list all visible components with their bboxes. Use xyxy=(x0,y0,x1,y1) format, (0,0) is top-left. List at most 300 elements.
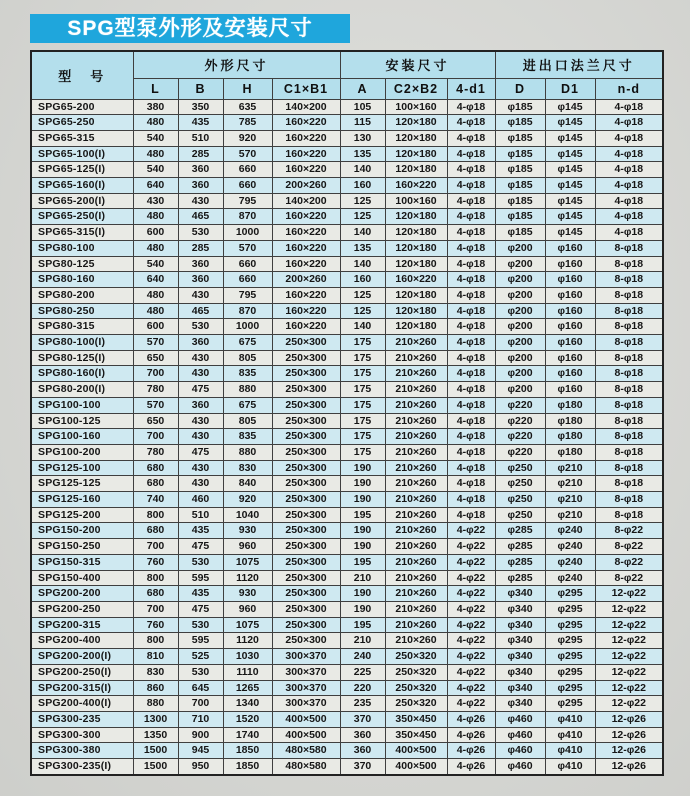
table-body xyxy=(31,99,663,775)
value-cell: 8-φ18 xyxy=(595,444,663,460)
table-row xyxy=(31,680,663,696)
value-cell: φ295 xyxy=(545,696,595,712)
value-cell: 210×260 xyxy=(385,539,447,555)
value-cell: φ160 xyxy=(545,382,595,398)
model-cell: SPG125-200 xyxy=(31,507,133,523)
value-cell: 210 xyxy=(340,570,385,586)
value-cell: 1340 xyxy=(223,696,272,712)
table-row xyxy=(31,444,663,460)
value-cell: 4-φ18 xyxy=(447,444,495,460)
model-cell: SPG80-125 xyxy=(31,256,133,272)
value-cell: 360 xyxy=(178,256,223,272)
table-row xyxy=(31,649,663,665)
value-cell: φ160 xyxy=(545,287,595,303)
value-cell: 525 xyxy=(178,649,223,665)
model-cell: SPG65-200(I) xyxy=(31,193,133,209)
value-cell: 210×260 xyxy=(385,586,447,602)
value-cell: 300×370 xyxy=(272,680,340,696)
value-cell: 250×320 xyxy=(385,649,447,665)
value-cell: φ185 xyxy=(495,99,545,115)
value-cell: 1850 xyxy=(223,759,272,775)
value-cell: 475 xyxy=(178,602,223,618)
value-cell: 4-φ18 xyxy=(447,287,495,303)
value-cell: 135 xyxy=(340,146,385,162)
table-row xyxy=(31,240,663,256)
value-cell: φ460 xyxy=(495,727,545,743)
value-cell: 1120 xyxy=(223,570,272,586)
value-cell: 805 xyxy=(223,413,272,429)
value-cell: 250×300 xyxy=(272,382,340,398)
value-cell: 960 xyxy=(223,539,272,555)
value-cell: 4-φ18 xyxy=(447,99,495,115)
col-header-4-d1: 4-d1 xyxy=(447,78,495,99)
value-cell: 540 xyxy=(133,256,178,272)
table-header xyxy=(31,51,663,99)
value-cell: φ240 xyxy=(545,539,595,555)
value-cell: 4-φ18 xyxy=(447,162,495,178)
value-cell: 640 xyxy=(133,272,178,288)
value-cell: 210×260 xyxy=(385,382,447,398)
value-cell: 8-φ18 xyxy=(595,397,663,413)
value-cell: 660 xyxy=(223,162,272,178)
value-cell: 160×220 xyxy=(272,209,340,225)
model-cell: SPG150-250 xyxy=(31,539,133,555)
value-cell: 540 xyxy=(133,130,178,146)
value-cell: 12-φ22 xyxy=(595,649,663,665)
value-cell: 120×180 xyxy=(385,209,447,225)
value-cell: 285 xyxy=(178,146,223,162)
value-cell: 120×180 xyxy=(385,146,447,162)
value-cell: φ200 xyxy=(495,319,545,335)
value-cell: 880 xyxy=(223,382,272,398)
value-cell: 140 xyxy=(340,256,385,272)
model-cell: SPG100-160 xyxy=(31,429,133,445)
value-cell: 4-φ18 xyxy=(447,429,495,445)
value-cell: 12-φ22 xyxy=(595,696,663,712)
value-cell: 125 xyxy=(340,303,385,319)
value-cell: 370 xyxy=(340,711,385,727)
model-cell: SPG300-380 xyxy=(31,743,133,759)
value-cell: 200×260 xyxy=(272,272,340,288)
model-cell: SPG200-400(I) xyxy=(31,696,133,712)
model-cell: SPG150-200 xyxy=(31,523,133,539)
value-cell: 250×300 xyxy=(272,429,340,445)
value-cell: 1350 xyxy=(133,727,178,743)
value-cell: 160×220 xyxy=(272,146,340,162)
value-cell: 120×180 xyxy=(385,162,447,178)
table-row xyxy=(31,586,663,602)
value-cell: 12-φ22 xyxy=(595,664,663,680)
title-bar xyxy=(30,14,350,43)
value-cell: 460 xyxy=(178,492,223,508)
page-title: SPG型泵外形及安装尺寸 xyxy=(67,17,313,40)
value-cell: 480×580 xyxy=(272,759,340,775)
table-row xyxy=(31,460,663,476)
value-cell: 175 xyxy=(340,429,385,445)
table-row xyxy=(31,507,663,523)
value-cell: 8-φ18 xyxy=(595,476,663,492)
value-cell: 835 xyxy=(223,429,272,445)
value-cell: 4-φ18 xyxy=(447,507,495,523)
table-row xyxy=(31,350,663,366)
value-cell: 12-φ22 xyxy=(595,680,663,696)
value-cell: 125 xyxy=(340,209,385,225)
value-cell: 250×320 xyxy=(385,696,447,712)
value-cell: 8-φ22 xyxy=(595,523,663,539)
value-cell: φ200 xyxy=(495,303,545,319)
col-header-B: B xyxy=(178,78,223,99)
value-cell: 175 xyxy=(340,335,385,351)
value-cell: 1500 xyxy=(133,743,178,759)
value-cell: 1850 xyxy=(223,743,272,759)
value-cell: 430 xyxy=(178,287,223,303)
value-cell: 570 xyxy=(133,335,178,351)
value-cell: 400×500 xyxy=(272,727,340,743)
value-cell: 210×260 xyxy=(385,507,447,523)
value-cell: 645 xyxy=(178,680,223,696)
value-cell: 475 xyxy=(178,539,223,555)
value-cell: 4-φ18 xyxy=(447,146,495,162)
value-cell: 210 xyxy=(340,633,385,649)
value-cell: 675 xyxy=(223,335,272,351)
value-cell: 200×260 xyxy=(272,178,340,194)
value-cell: 250×300 xyxy=(272,460,340,476)
value-cell: φ145 xyxy=(545,146,595,162)
value-cell: 595 xyxy=(178,570,223,586)
value-cell: 125 xyxy=(340,193,385,209)
value-cell: φ185 xyxy=(495,162,545,178)
table-row xyxy=(31,727,663,743)
value-cell: 250×300 xyxy=(272,570,340,586)
value-cell: φ145 xyxy=(545,162,595,178)
value-cell: 350×450 xyxy=(385,711,447,727)
value-cell: 1520 xyxy=(223,711,272,727)
value-cell: 4-φ22 xyxy=(447,696,495,712)
value-cell: 4-φ18 xyxy=(447,413,495,429)
value-cell: 195 xyxy=(340,617,385,633)
value-cell: 435 xyxy=(178,115,223,131)
table-row xyxy=(31,492,663,508)
value-cell: 1500 xyxy=(133,759,178,775)
value-cell: φ340 xyxy=(495,617,545,633)
value-cell: φ200 xyxy=(495,382,545,398)
model-cell: SPG200-315(I) xyxy=(31,680,133,696)
value-cell: 360 xyxy=(178,178,223,194)
table-row xyxy=(31,162,663,178)
table-row xyxy=(31,146,663,162)
value-cell: 4-φ26 xyxy=(447,727,495,743)
table-row xyxy=(31,759,663,775)
value-cell: 950 xyxy=(178,759,223,775)
value-cell: 4-φ18 xyxy=(595,162,663,178)
col-header-C2xB2: C2×B2 xyxy=(385,78,447,99)
value-cell: φ220 xyxy=(495,429,545,445)
value-cell: φ340 xyxy=(495,680,545,696)
value-cell: 8-φ18 xyxy=(595,350,663,366)
value-cell: 4-φ18 xyxy=(447,460,495,476)
value-cell: φ180 xyxy=(545,444,595,460)
model-cell: SPG200-315 xyxy=(31,617,133,633)
value-cell: 120×180 xyxy=(385,240,447,256)
table-row xyxy=(31,602,663,618)
value-cell: 160×220 xyxy=(272,319,340,335)
value-cell: 4-φ22 xyxy=(447,680,495,696)
value-cell: 8-φ18 xyxy=(595,335,663,351)
value-cell: 210×260 xyxy=(385,444,447,460)
table-row xyxy=(31,256,663,272)
pump-dimensions-table xyxy=(30,50,664,776)
model-cell: SPG100-200 xyxy=(31,444,133,460)
value-cell: φ240 xyxy=(545,554,595,570)
value-cell: 8-φ18 xyxy=(595,413,663,429)
value-cell: 480 xyxy=(133,303,178,319)
value-cell: 130 xyxy=(340,130,385,146)
value-cell: 4-φ26 xyxy=(447,711,495,727)
value-cell: 740 xyxy=(133,492,178,508)
value-cell: 120×180 xyxy=(385,287,447,303)
model-cell: SPG150-315 xyxy=(31,554,133,570)
value-cell: φ145 xyxy=(545,99,595,115)
value-cell: φ295 xyxy=(545,680,595,696)
value-cell: 435 xyxy=(178,586,223,602)
value-cell: φ340 xyxy=(495,664,545,680)
model-cell: SPG125-100 xyxy=(31,460,133,476)
model-cell: SPG80-160 xyxy=(31,272,133,288)
value-cell: 210×260 xyxy=(385,429,447,445)
value-cell: 225 xyxy=(340,664,385,680)
value-cell: φ200 xyxy=(495,350,545,366)
value-cell: 480×580 xyxy=(272,743,340,759)
value-cell: 4-φ18 xyxy=(447,319,495,335)
model-cell: SPG200-200(I) xyxy=(31,649,133,665)
value-cell: 8-φ22 xyxy=(595,539,663,555)
value-cell: 250×300 xyxy=(272,335,340,351)
value-cell: 4-φ18 xyxy=(447,397,495,413)
value-cell: 120×180 xyxy=(385,130,447,146)
value-cell: φ200 xyxy=(495,335,545,351)
value-cell: 300×370 xyxy=(272,664,340,680)
value-cell: 430 xyxy=(133,193,178,209)
model-cell: SPG65-315 xyxy=(31,130,133,146)
value-cell: 8-φ22 xyxy=(595,570,663,586)
value-cell: φ160 xyxy=(545,240,595,256)
value-cell: 175 xyxy=(340,397,385,413)
value-cell: 785 xyxy=(223,115,272,131)
value-cell: 175 xyxy=(340,350,385,366)
model-cell: SPG80-200(I) xyxy=(31,382,133,398)
value-cell: 195 xyxy=(340,507,385,523)
value-cell: 840 xyxy=(223,476,272,492)
table-row xyxy=(31,272,663,288)
value-cell: 12-φ22 xyxy=(595,602,663,618)
value-cell: φ340 xyxy=(495,586,545,602)
model-cell: SPG200-250(I) xyxy=(31,664,133,680)
value-cell: 4-φ18 xyxy=(595,99,663,115)
value-cell: 210×260 xyxy=(385,570,447,586)
table-row xyxy=(31,413,663,429)
value-cell: 780 xyxy=(133,444,178,460)
value-cell: 570 xyxy=(223,146,272,162)
value-cell: 360 xyxy=(178,272,223,288)
value-cell: 700 xyxy=(133,539,178,555)
value-cell: 4-φ18 xyxy=(447,272,495,288)
value-cell: φ180 xyxy=(545,397,595,413)
value-cell: φ285 xyxy=(495,554,545,570)
value-cell: 400×500 xyxy=(385,759,447,775)
value-cell: φ340 xyxy=(495,696,545,712)
value-cell: φ460 xyxy=(495,743,545,759)
value-cell: φ185 xyxy=(495,193,545,209)
value-cell: 350 xyxy=(178,99,223,115)
value-cell: 4-φ22 xyxy=(447,586,495,602)
value-cell: 435 xyxy=(178,523,223,539)
value-cell: 140 xyxy=(340,162,385,178)
model-cell: SPG125-125 xyxy=(31,476,133,492)
table-row xyxy=(31,303,663,319)
value-cell: 4-φ22 xyxy=(447,633,495,649)
value-cell: φ160 xyxy=(545,350,595,366)
value-cell: 1110 xyxy=(223,664,272,680)
value-cell: φ185 xyxy=(495,225,545,241)
value-cell: 870 xyxy=(223,303,272,319)
table-row xyxy=(31,617,663,633)
model-cell: SPG65-100(I) xyxy=(31,146,133,162)
value-cell: 4-φ22 xyxy=(447,617,495,633)
value-cell: 125 xyxy=(340,287,385,303)
value-cell: φ160 xyxy=(545,303,595,319)
value-cell: 465 xyxy=(178,303,223,319)
value-cell: 380 xyxy=(133,99,178,115)
value-cell: 4-φ18 xyxy=(447,178,495,194)
value-cell: 945 xyxy=(178,743,223,759)
value-cell: 190 xyxy=(340,523,385,539)
value-cell: φ295 xyxy=(545,649,595,665)
value-cell: 175 xyxy=(340,366,385,382)
value-cell: 650 xyxy=(133,413,178,429)
value-cell: 4-φ18 xyxy=(447,492,495,508)
value-cell: 530 xyxy=(178,319,223,335)
value-cell: 4-φ18 xyxy=(447,366,495,382)
value-cell: φ220 xyxy=(495,397,545,413)
value-cell: φ185 xyxy=(495,130,545,146)
value-cell: 430 xyxy=(178,366,223,382)
value-cell: φ250 xyxy=(495,507,545,523)
value-cell: 4-φ22 xyxy=(447,649,495,665)
value-cell: 700 xyxy=(133,429,178,445)
table-row xyxy=(31,539,663,555)
table-row xyxy=(31,696,663,712)
value-cell: φ295 xyxy=(545,633,595,649)
value-cell: 530 xyxy=(178,225,223,241)
value-cell: 4-φ18 xyxy=(595,209,663,225)
value-cell: φ410 xyxy=(545,711,595,727)
value-cell: 250×300 xyxy=(272,492,340,508)
value-cell: φ200 xyxy=(495,366,545,382)
value-cell: 480 xyxy=(133,146,178,162)
value-cell: 475 xyxy=(178,444,223,460)
model-cell: SPG80-250 xyxy=(31,303,133,319)
value-cell: 800 xyxy=(133,633,178,649)
value-cell: φ200 xyxy=(495,287,545,303)
value-cell: 4-φ18 xyxy=(447,209,495,225)
value-cell: φ220 xyxy=(495,444,545,460)
value-cell: 780 xyxy=(133,382,178,398)
value-cell: 4-φ22 xyxy=(447,602,495,618)
value-cell: 8-φ18 xyxy=(595,287,663,303)
table-row xyxy=(31,366,663,382)
value-cell: 8-φ18 xyxy=(595,366,663,382)
table-row xyxy=(31,382,663,398)
value-cell: 160×220 xyxy=(272,130,340,146)
value-cell: 4-φ18 xyxy=(447,115,495,131)
value-cell: 285 xyxy=(178,240,223,256)
value-cell: φ460 xyxy=(495,759,545,775)
value-cell: 120×180 xyxy=(385,256,447,272)
value-cell: 175 xyxy=(340,413,385,429)
value-cell: 1000 xyxy=(223,319,272,335)
table-row xyxy=(31,554,663,570)
value-cell: 1075 xyxy=(223,617,272,633)
value-cell: 480 xyxy=(133,115,178,131)
table-row xyxy=(31,115,663,131)
table-row xyxy=(31,225,663,241)
value-cell: 805 xyxy=(223,350,272,366)
value-cell: 880 xyxy=(223,444,272,460)
table-row xyxy=(31,397,663,413)
value-cell: φ160 xyxy=(545,256,595,272)
value-cell: φ295 xyxy=(545,664,595,680)
value-cell: φ185 xyxy=(495,209,545,225)
value-cell: 595 xyxy=(178,633,223,649)
table-row xyxy=(31,570,663,586)
table-row xyxy=(31,429,663,445)
model-cell: SPG65-200 xyxy=(31,99,133,115)
value-cell: 160 xyxy=(340,272,385,288)
value-cell: φ250 xyxy=(495,476,545,492)
value-cell: 8-φ18 xyxy=(595,240,663,256)
value-cell: 190 xyxy=(340,586,385,602)
value-cell: 635 xyxy=(223,99,272,115)
value-cell: 360 xyxy=(178,397,223,413)
value-cell: φ185 xyxy=(495,178,545,194)
value-cell: 4-φ18 xyxy=(447,240,495,256)
value-cell: 370 xyxy=(340,759,385,775)
value-cell: 4-φ18 xyxy=(447,130,495,146)
value-cell: 475 xyxy=(178,382,223,398)
col-header-D: D xyxy=(495,78,545,99)
value-cell: 12-φ26 xyxy=(595,727,663,743)
value-cell: 660 xyxy=(223,178,272,194)
value-cell: 8-φ18 xyxy=(595,382,663,398)
model-cell: SPG80-160(I) xyxy=(31,366,133,382)
value-cell: 700 xyxy=(133,366,178,382)
value-cell: 4-φ18 xyxy=(595,225,663,241)
value-cell: 600 xyxy=(133,225,178,241)
value-cell: 4-φ18 xyxy=(595,115,663,131)
value-cell: 900 xyxy=(178,727,223,743)
value-cell: 4-φ18 xyxy=(447,256,495,272)
col-group-outline-dimensions: 外形尺寸 xyxy=(133,51,340,78)
value-cell: 680 xyxy=(133,460,178,476)
value-cell: φ200 xyxy=(495,272,545,288)
col-header-D1: D1 xyxy=(545,78,595,99)
value-cell: 250×300 xyxy=(272,350,340,366)
value-cell: 795 xyxy=(223,193,272,209)
value-cell: φ160 xyxy=(545,335,595,351)
value-cell: φ145 xyxy=(545,178,595,194)
model-cell: SPG200-400 xyxy=(31,633,133,649)
value-cell: φ160 xyxy=(545,272,595,288)
